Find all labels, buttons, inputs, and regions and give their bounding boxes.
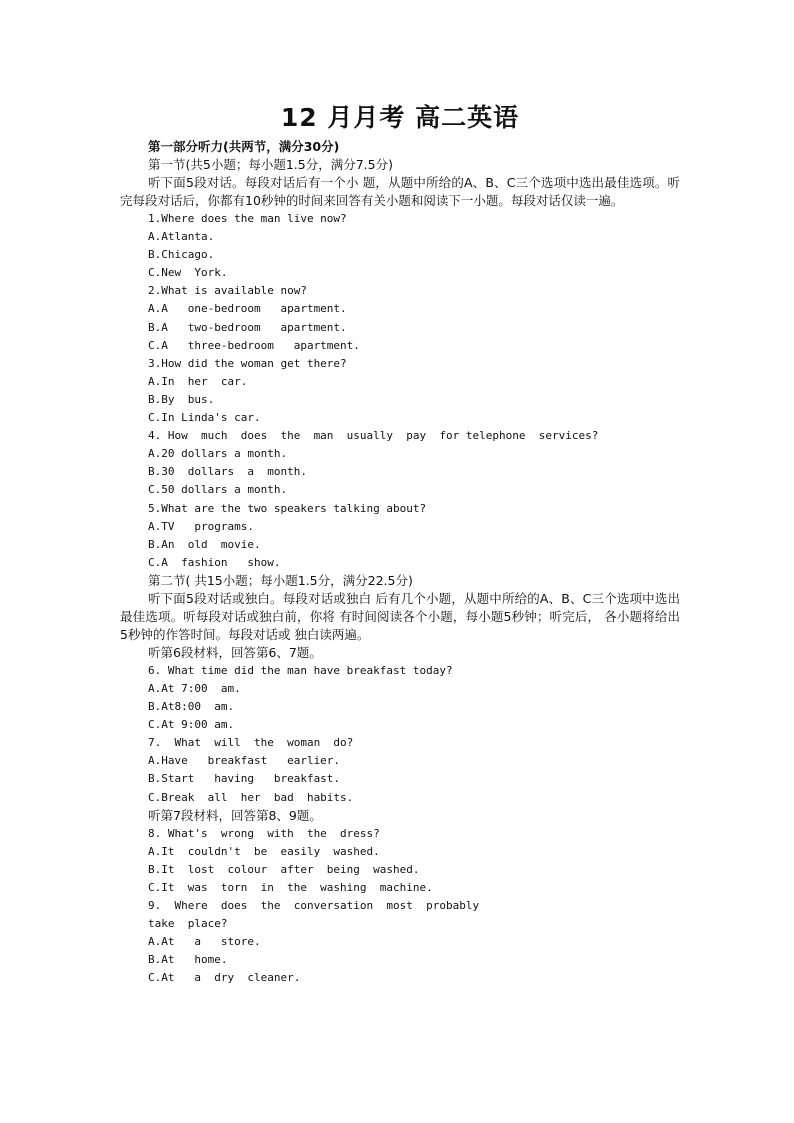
option-line: A.20 dollars a month. <box>148 447 288 461</box>
option-line: C.New York. <box>148 266 228 280</box>
option-line: B.Chicago. <box>148 248 215 262</box>
option-line: B.It lost colour after being washed. <box>148 862 420 876</box>
option-line: B.At home. <box>148 953 228 967</box>
option-line: B.By bus. <box>148 392 215 406</box>
section2-heading: 第二节( 共15小题；每小题1.5分，满分22.5分) <box>148 572 413 588</box>
option-line: B.A two-bedroom apartment. <box>148 320 347 334</box>
question-line: 5.What are the two speakers talking about? <box>148 501 427 515</box>
option-line: A.Have breakfast earlier. <box>148 754 341 768</box>
option-line: A.Atlanta. <box>148 230 215 244</box>
question-line: 6. What time did the man have breakfast today? <box>148 663 453 677</box>
section1-instructions: 听下面5段对话。每段对话后有一个小 题，从题中所给的A、B、C三个选项中选出最佳选项。听完每段对话后，你都有10秒钟的时间来回答有关小题和阅读下一小题。每段对话仅读一遍。 <box>120 175 680 208</box>
section1-heading: 第一节(共5小题；每小题1.5分，满分7.5分) <box>148 157 393 172</box>
option-line: C.A fashion show. <box>148 555 281 569</box>
question-line: take place? <box>148 917 228 931</box>
exam-page <box>120 100 680 987</box>
option-line: A.TV programs. <box>148 519 254 533</box>
section1-questions <box>120 210 680 572</box>
part1-heading: 第一部分听力(共两节，满分30分) <box>148 139 340 154</box>
option-line: C.50 dollars a month. <box>148 483 288 497</box>
option-line: C.It was torn in the washing machine. <box>148 880 433 894</box>
option-line: C.Break all her bad habits. <box>148 790 354 804</box>
option-line: B.30 dollars a month. <box>148 465 307 479</box>
option-line: A.A one-bedroom apartment. <box>148 302 347 316</box>
option-line: B.At8:00 am. <box>148 700 235 714</box>
material6-note: 听第6段材料，回答第6、7题。 <box>148 644 322 660</box>
option-line: C.At 9:00 am. <box>148 718 235 732</box>
option-line: A.In her car. <box>148 374 248 388</box>
question-line: 1.Where does the man live now? <box>148 212 347 225</box>
question-line: 2.What is available now? <box>148 284 307 298</box>
question-line: 4. How much does the man usually pay for telephone services? <box>148 429 599 443</box>
page-title: 12 月月考 高二英语 <box>280 103 520 132</box>
option-line: A.At a store. <box>148 935 261 949</box>
option-line: A.At 7:00 am. <box>148 681 241 695</box>
question-line: 9. Where does the conversation most probably <box>148 899 480 912</box>
material7-questions <box>120 825 680 988</box>
question-line: 7. What will the woman do? <box>148 736 354 750</box>
option-line: B.An old movie. <box>148 537 261 551</box>
option-line: C.At a dry cleaner. <box>148 971 301 985</box>
option-line: C.In Linda's car. <box>148 411 261 425</box>
option-line: A.It couldn't be easily washed. <box>148 844 380 858</box>
material6-questions <box>120 662 680 807</box>
section2-instructions: 听下面5段对话或独白。每段对话或独白 后有几个小题，从题中所给的A、B、C三个选项中选出最佳选项。听每段对话或独白前，你将 有时间阅读各个小题，每小题5秒钟；听完后， 各小题将给出5秒钟的作答时间。每段对话或 独白读两遍。 <box>120 590 680 642</box>
material7-note: 听第7段材料，回答第8、9题。 <box>148 807 322 823</box>
option-line: C.A three-bedroom apartment. <box>148 338 360 352</box>
question-line: 3.How did the woman get there? <box>148 356 347 370</box>
option-line: B.Start having breakfast. <box>148 772 341 786</box>
question-line: 8. What's wrong with the dress? <box>148 826 380 840</box>
